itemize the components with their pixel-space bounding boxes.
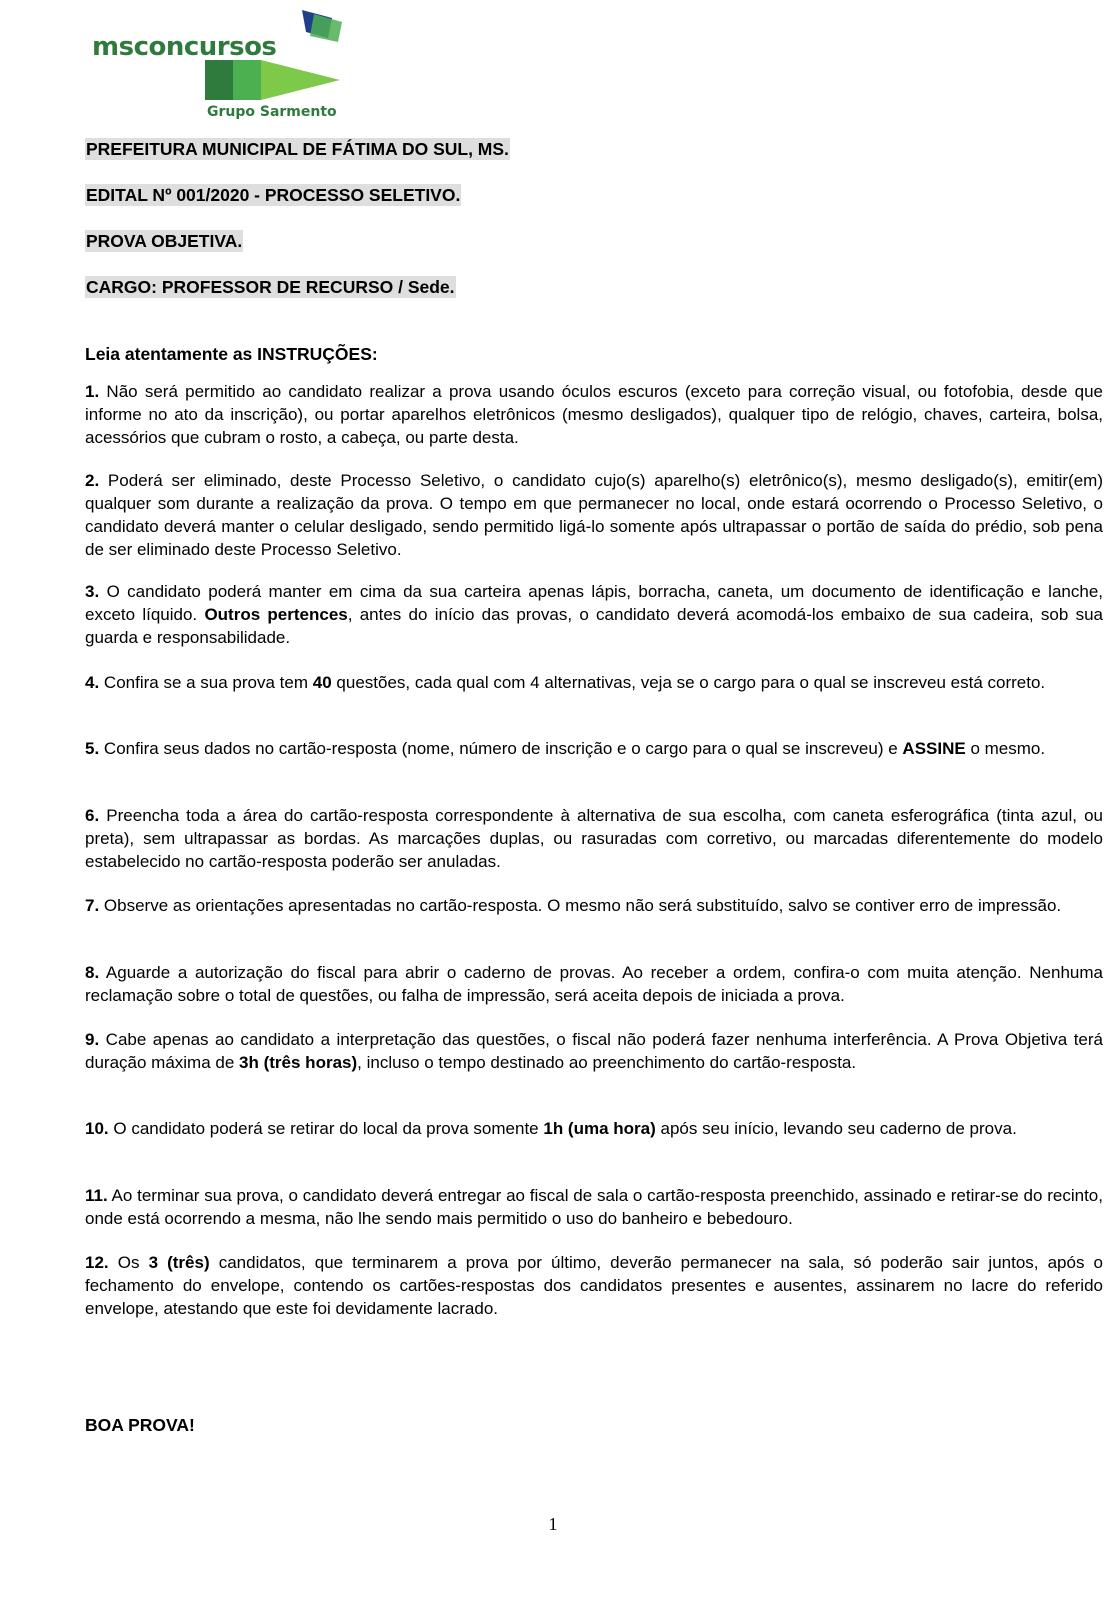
header-edital: EDITAL Nº 001/2020 - PROCESSO SELETIVO. — [86, 185, 461, 205]
instruction-item-12: 12. Os 3 (três) candidatos, que terminarem a prova por último, deverão permanecer na sala, só poderão sair juntos, após o fechamento do envelope, contendo os cartões-respostas dos candidatos presentes e ausentes, assinarem no lacre do referido envelope, atestando que este foi devidamente lacrado. — [85, 1253, 1104, 1318]
instruction-item-11: 11. Ao terminar sua prova, o candidato deverá entregar ao fiscal de sala o cartão-resposta preenchido, assinado e retirar-se do recinto, onde está ocorrendo a mesma, não lhe sendo mais permitido o uso do banheiro e bebedouro. — [85, 1186, 1103, 1228]
instruction-item-4: 4. Confira se a sua prova tem 40 questões, cada qual com 4 alternativas, veja se o cargo para o qual se inscreveu está correto. — [85, 673, 1046, 692]
instruction-item-10: 10. O candidato poderá se retirar do local da prova somente 1h (uma hora) após seu início, levando seu caderno de prova. — [85, 1119, 1017, 1138]
instruction-item-8: 8. Aguarde a autorização do fiscal para abrir o caderno de provas. Ao receber a ordem, confira-o com muita atenção. Nenhuma reclamação sobre o total de questões, ou falha de impressão, será aceita depois de iniciada a prova. — [85, 963, 1103, 1005]
instruction-item-5: 5. Confira seus dados no cartão-resposta (nome, número de inscrição e o cargo para o qual se inscreveu) e ASSINE o mesmo. — [85, 739, 1046, 758]
instruction-item-7: 7. Observe as orientações apresentadas no cartão-resposta. O mesmo não será substituído, salvo se contiver erro de impressão. — [85, 896, 1062, 915]
instruction-item-9: 9. Cabe apenas ao candidato a interpretação das questões, o fiscal não poderá fazer nenhuma interferência. A Prova Objetiva terá duração máxima de 3h (três horas), incluso o tempo destinado ao preenchimento do cartão-resposta. — [85, 1030, 1103, 1072]
header-position: CARGO: PROFESSOR DE RECURSO / Sede. — [86, 277, 455, 297]
closing-message: BOA PROVA! — [85, 1415, 195, 1435]
logo-wordmark: msconcursos — [92, 32, 277, 62]
instructions-title: Leia atentamente as INSTRUÇÕES: — [85, 344, 378, 364]
instruction-item-1: 1. Não será permitido ao candidato realizar a prova usando óculos escuros (exceto para correção visual, ou fotofobia, desde que informe no ato da inscrição), ou portar aparelhos eletrônicos (mesmo desligados), qualquer tipo de relógio, chaves, carteira, bolsa, acessórios que cubram o rosto, a cabeça, ou parte desta. — [85, 382, 1103, 447]
header-municipality: PREFEITURA MUNICIPAL DE FÁTIMA DO SUL, MS. — [86, 139, 509, 159]
header-exam-type: PROVA OBJETIVA. — [86, 231, 243, 251]
company-logo — [92, 8, 362, 123]
logo-subtitle: Grupo Sarmento — [207, 104, 337, 120]
instruction-item-2: 2. Poderá ser eliminado, deste Processo Seletivo, o candidato cujo(s) aparelho(s) eletrônico(s), mesmo desligado(s), emitir(em) qualquer som durante a realização da prova. O tempo em que permanecer no local, onde estará ocorrendo o Processo Seletivo, o candidato deverá manter o celular desligado, sendo permitido ligá-lo somente após ultrapassar o portão de saída do prédio, sob pena de ser eliminado deste Processo Seletivo. — [85, 471, 1103, 559]
instruction-item-3: 3. O candidato poderá manter em cima da sua carteira apenas lápis, borracha, caneta, um documento de identificação e lanche, exceto líquido. Outros pertences, antes do início das provas, o candidato deverá acomodá-los embaixo de sua cadeira, sob sua guarda e responsabilidade. — [85, 582, 1103, 647]
instruction-item-6: 6. Preencha toda a área do cartão-resposta correspondente à alternativa de sua escolha, com caneta esferográfica (tinta azul, ou preta), sem ultrapassar as bordas. As marcações duplas, ou rasuradas com corretivo, ou marcadas diferentemente do modelo estabelecido no cartão-resposta poderão ser anuladas. — [85, 806, 1104, 871]
page-number: 1 — [548, 1514, 558, 1534]
